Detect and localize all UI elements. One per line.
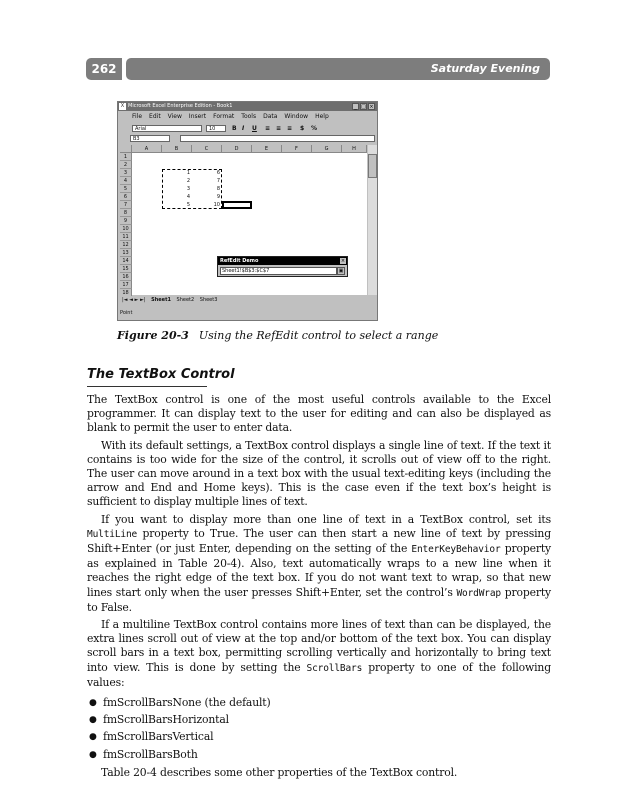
underline-button[interactable]: U [252, 125, 257, 132]
excel-window-title: Microsoft Excel Enterprise Edition - Book1 [128, 103, 233, 109]
paragraph-text: If a multiline TextBox control contains more lines of text than can be displayed, the extra lines scroll out of view at the top and/or bottom of the text box. You can display scroll bars in a text box, permitting scrolling vertically and horizontally to bring text into view. This is done by setting the [87, 618, 551, 674]
paragraph-text: If you want to display more than one line of text in a TextBox control, set its [101, 512, 551, 526]
italic-button[interactable]: I [242, 125, 245, 132]
row-header[interactable]: 2 [120, 161, 132, 169]
cell-c5[interactable]: 8 [216, 186, 220, 192]
paragraph-text: property to True. The user can then start a new line of text by pressing Shift+Enter (or just Enter, depending on the setting of the [87, 526, 551, 556]
paragraph [87, 618, 551, 690]
refedit-input[interactable]: Sheet1!$B$3:$C$7 [220, 267, 337, 275]
refedit-close-icon[interactable]: × [340, 258, 346, 264]
page-number: 262 [86, 58, 122, 80]
refedit-title: RefEdit Demo [218, 257, 347, 265]
bullet-list [87, 696, 551, 762]
excel-app-icon: X [120, 103, 125, 109]
formatting-toolbar [120, 123, 377, 134]
align-right-icon[interactable]: ≡ [287, 125, 293, 132]
excel-screenshot [117, 101, 378, 321]
refedit-dialog [217, 256, 348, 277]
menu-window[interactable]: Window [284, 113, 309, 120]
row-header[interactable]: 11 [120, 233, 132, 241]
row-header[interactable]: 13 [120, 249, 132, 257]
row-header[interactable]: 8 [120, 209, 132, 217]
col-header[interactable]: G [312, 145, 342, 153]
row-header[interactable]: 10 [120, 225, 132, 233]
col-header[interactable]: C [192, 145, 222, 153]
row-header[interactable]: 12 [120, 241, 132, 249]
formula-input[interactable] [180, 135, 375, 142]
figure-caption [117, 329, 438, 342]
paragraph [87, 513, 551, 615]
row-header[interactable]: 14 [120, 257, 132, 265]
paragraph: With its default settings, a TextBox control displays a single line of text. If the text it contains is too wide for the size of the control, it scrolls out of view off to the right. The user can move around in a text box with the usual text-editing keys (including the arrow and End and Home keys). This is the case even if the text box’s height is sufficient to display multiple lines of text. [87, 438, 551, 509]
sheet-tab-bar [120, 296, 377, 305]
tab-nav-icon[interactable]: |◄ ◄ ► ►| [122, 297, 146, 303]
section-title-bar: Saturday Evening [126, 58, 550, 80]
active-cell[interactable] [222, 201, 252, 209]
code-enterkeybehavior: EnterKeyBehavior [411, 544, 501, 556]
menu-edit[interactable]: Edit [149, 113, 161, 120]
row-header[interactable]: 18 [120, 289, 132, 297]
minimize-icon[interactable]: _ [352, 103, 359, 110]
align-left-icon[interactable]: ≡ [265, 125, 271, 132]
excel-title-bar [118, 102, 377, 111]
figure-label: Figure 20-3 [117, 329, 189, 342]
code-wordwrap: WordWrap [456, 587, 501, 599]
paragraph-text: property as explained in Table 20-4). Also, text automatically wraps to a new line when it reaches the right edge of the text box. If you do not want text to wrap, so that new lines start only when the user presses Shift+Enter, set the control’s [87, 542, 551, 599]
col-header[interactable]: H [342, 145, 367, 153]
row-header[interactable]: 17 [120, 281, 132, 289]
col-header[interactable]: F [282, 145, 312, 153]
row-header[interactable]: 9 [120, 217, 132, 225]
menu-file[interactable]: File [132, 113, 143, 120]
col-header[interactable]: B [162, 145, 192, 153]
refedit-collapse-icon[interactable]: ▣ [338, 268, 344, 274]
bold-button[interactable]: B [232, 125, 237, 132]
paragraph-text: property to one of the following values: [87, 660, 551, 689]
align-center-icon[interactable]: ≡ [276, 125, 282, 132]
code-multiline: MultiLine [87, 528, 138, 540]
figure-caption-text: Using the RefEdit control to select a range [198, 329, 439, 342]
cell-c4[interactable]: 7 [216, 178, 220, 184]
row-header[interactable]: 15 [120, 265, 132, 273]
restore-icon[interactable]: □ [361, 104, 366, 110]
row-header[interactable]: 6 [120, 193, 132, 201]
heading-rule [87, 386, 207, 387]
list-item: ● fmScrollBarsHorizontal [87, 713, 551, 727]
row-header[interactable]: 7 [120, 201, 132, 209]
name-box[interactable]: B3 [130, 135, 170, 142]
menu-format[interactable]: Format [213, 113, 235, 120]
list-item: ● fmScrollBarsNone (the default) [87, 696, 551, 710]
cell-c7[interactable]: 10 [213, 202, 220, 208]
running-header [86, 58, 550, 80]
paragraph: The TextBox control is one of the most useful controls available to the Excel programmer. It can display text to the user for editing and can also be displayed as blank to permit the user to enter data. [87, 393, 551, 435]
worksheet-grid[interactable] [120, 145, 367, 295]
row-header[interactable]: 4 [120, 177, 132, 185]
tab-sheet2[interactable]: Sheet2 [176, 297, 195, 303]
cell-b5[interactable]: 3 [186, 186, 190, 192]
col-header[interactable]: A [132, 145, 162, 153]
col-header[interactable]: E [252, 145, 282, 153]
cell-b7[interactable]: 5 [186, 202, 190, 208]
cell-c3[interactable]: 6 [216, 170, 220, 176]
cell-b4[interactable]: 2 [186, 178, 190, 184]
body-text [87, 393, 551, 783]
tab-sheet3[interactable]: Sheet3 [199, 297, 218, 303]
excel-menu-bar [118, 112, 377, 122]
menu-help[interactable]: Help [315, 113, 329, 120]
paragraph: Table 20-4 describes some other properties of the TextBox control. [101, 765, 458, 779]
section-heading: The TextBox Control [87, 367, 235, 382]
list-item: ● fmScrollBarsBoth [87, 748, 551, 762]
paragraph-text: property to False. [87, 585, 551, 614]
scroll-thumb[interactable] [368, 154, 377, 178]
cell-b3[interactable]: 1 [186, 170, 190, 176]
list-item: ● fmScrollBarsVertical [87, 730, 551, 744]
row-header[interactable]: 1 [120, 153, 132, 161]
close-icon[interactable]: × [369, 104, 374, 110]
row-header[interactable]: 5 [120, 185, 132, 193]
cell-c6[interactable]: 9 [216, 194, 220, 200]
menu-data[interactable]: Data [263, 113, 278, 120]
col-header[interactable]: D [222, 145, 252, 153]
code-scrollbars: ScrollBars [306, 662, 363, 674]
formula-bar [120, 135, 377, 143]
font-name-select[interactable]: Arial [132, 125, 202, 132]
excel-status-bar: Point [120, 310, 133, 316]
currency-icon[interactable]: $ [300, 125, 305, 132]
percent-icon[interactable]: % [311, 125, 318, 132]
row-header[interactable]: 16 [120, 273, 132, 281]
row-header[interactable]: 3 [120, 169, 132, 177]
vertical-scrollbar[interactable] [368, 145, 377, 295]
select-all-corner[interactable] [120, 145, 132, 153]
tab-sheet1[interactable]: Sheet1 [151, 297, 171, 303]
menu-tools[interactable]: Tools [241, 113, 257, 120]
menu-insert[interactable]: Insert [188, 113, 207, 120]
menu-view[interactable]: View [167, 113, 182, 120]
cell-b6[interactable]: 4 [186, 194, 190, 200]
font-size-select[interactable]: 10 [206, 125, 226, 132]
